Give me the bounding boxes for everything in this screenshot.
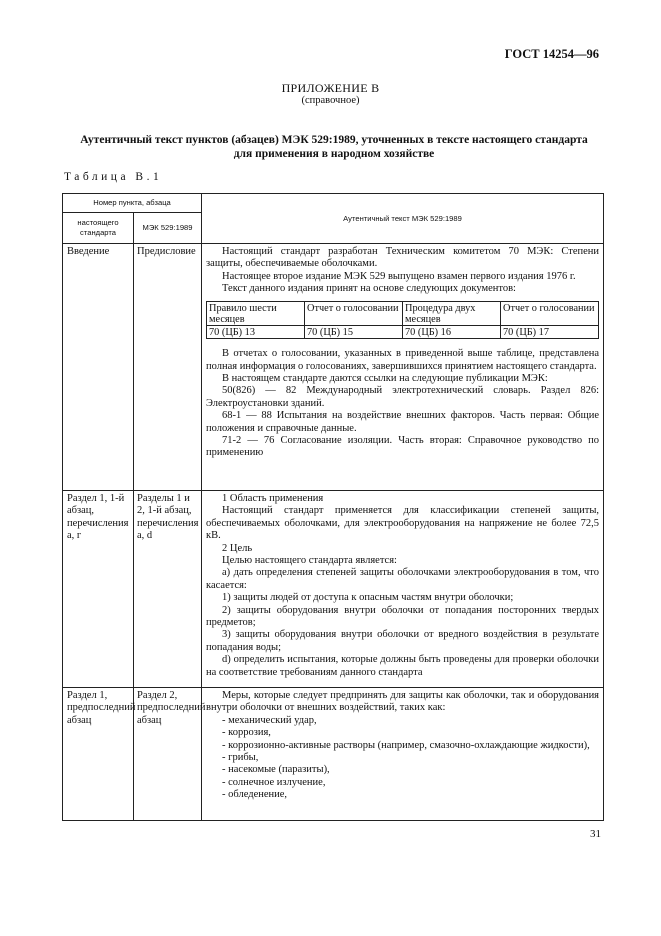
table-caption: Таблица В.1 (64, 171, 163, 183)
paragraph: d) определить испытания, которые должны быть проведены для проверки оболочки на соответствие требованиям данного стандарта (206, 654, 600, 678)
table-row (63, 491, 604, 688)
paragraph: Настоящий стандарт применяется для классификации степеней защиты, обеспечиваемых оболочками, для электрооборудования на напряжение не более 72,5 кВ. (206, 505, 600, 542)
row-3-iec-ref: Раздел 2, предпоследний абзац (134, 688, 202, 821)
voting-documents-table (206, 301, 599, 340)
paragraph: - коррозионно-активные растворы (например, смазочно-охлаждающие жидкости), (222, 739, 590, 751)
paragraph: В отчетах о голосовании, указанных в приведенной выше таблице, представлена полная информация о голосованиях, завершившихся принятием настоящего стандарта. (206, 348, 600, 372)
table-header-col1: настоящего стандарта (63, 213, 134, 244)
paragraph: Меры, которые следует предпринять для защиты как оболочки, так и оборудования внутри оболочки от внешних воздействий, таких как: (206, 690, 600, 714)
paragraph: 1 Область применения (222, 493, 324, 504)
voting-header: Правило шести месяцев (207, 301, 305, 325)
appendix-subtitle: (справочное) (301, 95, 360, 106)
paragraph: а) дать определения степеней защиты оболочками электрооборудования в том, что касается: (206, 567, 600, 591)
row-1-text (202, 244, 604, 491)
row-2-text (202, 491, 604, 688)
page-number: 31 (590, 828, 601, 840)
voting-header: Процедура двух месяцев (403, 301, 501, 325)
paragraph: Настоящее второе издание МЭК 529 выпущено взамен первого издания 1976 г. (222, 270, 576, 282)
paragraph: Настоящий стандарт разработан Техническим комитетом 70 МЭК: Степени защиты, обеспечиваемые оболочками. (206, 246, 600, 270)
section-heading (70, 133, 598, 161)
paragraph: - коррозия, (222, 727, 271, 739)
paragraph: - насекомые (паразиты), (222, 764, 330, 776)
standard-header: ГОСТ 14254—96 (504, 47, 599, 61)
paragraph: - обледенение, (222, 789, 288, 801)
voting-value: 70 (ЦБ) 13 (207, 326, 305, 339)
heading-line-1: Аутентичный текст пунктов (абзацев) МЭК 529:1989, уточненных в тексте настоящего стандарта (80, 134, 588, 146)
voting-value: 70 (ЦБ) 15 (305, 326, 403, 339)
paragraph: 1) защиты людей от доступа к опасным частям внутри оболочки; (222, 592, 514, 604)
row-3-text (202, 688, 604, 821)
paragraph: Текст данного издания принят на основе следующих документов: (222, 283, 516, 295)
table-row (63, 244, 604, 491)
paragraph: Целью настоящего стандарта является: (222, 555, 397, 567)
heading-line-2: для применения в народном хозяйстве (233, 148, 435, 160)
paragraph: В настоящем стандарте даются ссылки на следующие публикации МЭК: (222, 373, 548, 385)
table-header-text: Аутентичный текст МЭК 529:1989 (202, 194, 604, 244)
voting-header: Отчет о голосовании (305, 301, 403, 325)
paragraph: 68-1 — 88 Испытания на воздействие внешних факторов. Часть первая: Общие положения и справочные данные. (206, 410, 600, 434)
paragraph: 2) защиты оборудования внутри оболочки от попадания посторонних твердых предметов; (206, 604, 600, 629)
table-header-group: Номер пункта, абзаца (63, 194, 202, 213)
voting-value: 70 (ЦБ) 16 (403, 326, 501, 339)
table-header-col2: МЭК 529:1989 (134, 213, 202, 244)
row-1-iec-ref: Предисловие (134, 244, 202, 491)
row-3-standard-ref: Раздел 1, предпоследний абзац (63, 688, 134, 821)
paragraph: 2 Цель (222, 542, 253, 554)
paragraph: 3) защиты оборудования внутри оболочки от вредного воздействия в результате попадания воды; (206, 629, 600, 653)
row-1-standard-ref: Введение (63, 244, 134, 491)
row-2-iec-ref: Разделы 1 и 2, 1-й абзац, перечисления а, d (134, 491, 202, 688)
table-row (63, 688, 604, 821)
appendix-title: ПРИЛОЖЕНИЕ В (281, 81, 380, 95)
voting-value: 70 (ЦБ) 17 (501, 326, 599, 339)
authentic-text-table (62, 193, 604, 821)
paragraph: - солнечное излучение, (222, 776, 326, 788)
paragraph: 71-2 — 76 Согласование изоляции. Часть вторая: Справочное руководство по применению (206, 435, 600, 459)
paragraph: - механический удар, (222, 714, 317, 726)
row-2-standard-ref: Раздел 1, 1-й абзац, перечисления а, г (63, 491, 134, 688)
paragraph: - грибы, (222, 752, 259, 764)
voting-header: Отчет о голосовании (501, 301, 599, 325)
paragraph: 50(826) — 82 Международный электротехнический словарь. Раздел 826: Электроустановки зданий. (206, 385, 600, 409)
